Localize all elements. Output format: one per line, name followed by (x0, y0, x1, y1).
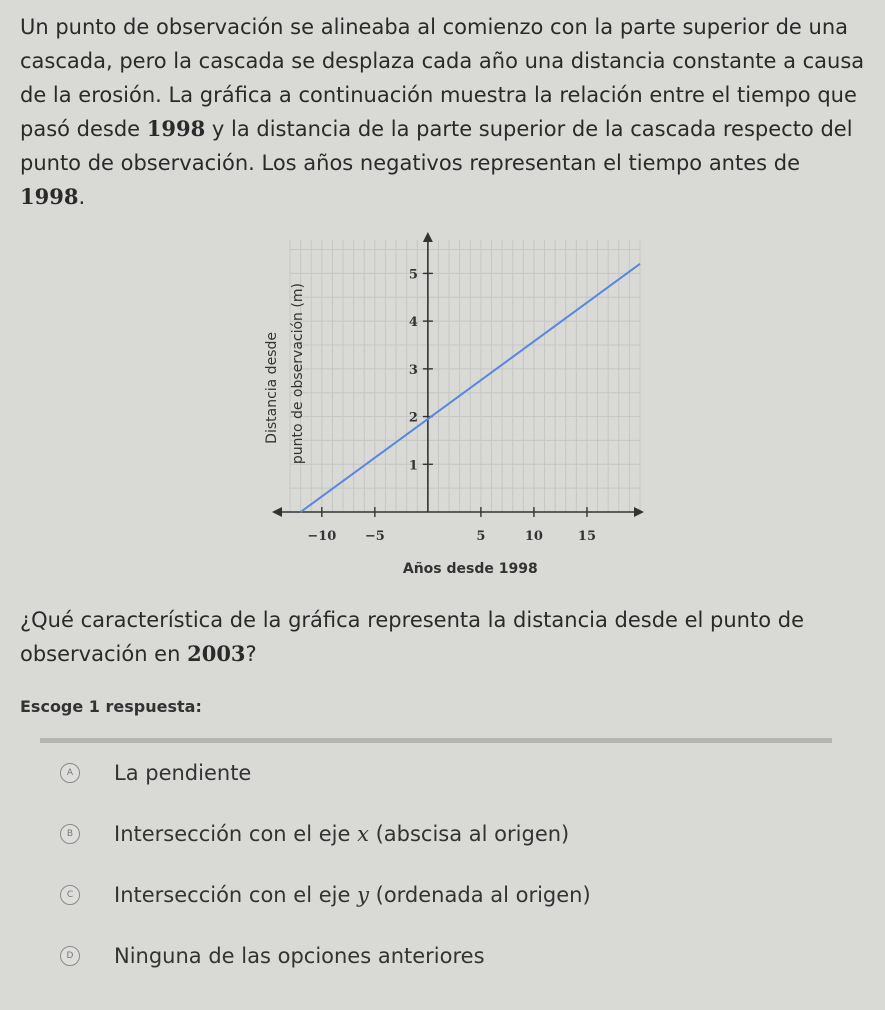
divider (40, 738, 832, 743)
y-axis-label-line1: Distancia desde (264, 332, 280, 444)
choice-c-text-after: (ordenada al origen) (368, 883, 591, 907)
choice-a[interactable] (60, 758, 251, 788)
choice-d-text: Ninguna de las opciones anteriores (114, 944, 485, 968)
x-tick-label: 15 (577, 529, 597, 544)
x-axis-arrow-left (272, 507, 282, 517)
question-text-1: ¿Qué característica de la gráfica representa la distancia desde el punto de observación en (20, 608, 805, 666)
x-tick-label: −5 (364, 529, 385, 544)
intro-text-3: . (78, 185, 86, 209)
choice-b-variable: x (357, 822, 369, 846)
choice-c-variable: y (357, 883, 369, 907)
y-axis-arrow-up (423, 232, 433, 242)
choice-c[interactable] (60, 880, 591, 910)
question-text-2: ? (245, 642, 257, 666)
y-tick-label: 1 (408, 458, 418, 474)
choice-c-text: Intersección con el eje (114, 883, 358, 907)
intro-text-2: y la distancia de la parte superior de la cascada respecto del punto de observación. Los años negativos representan el tiempo antes de (20, 117, 853, 175)
intro-year-2: 1998 (20, 184, 79, 209)
x-tick-label: 10 (524, 529, 543, 544)
answer-prompt: Escoge 1 respuesta: (20, 697, 202, 716)
problem-statement (20, 10, 868, 214)
choice-b-label[interactable] (114, 822, 569, 846)
choice-c-radio[interactable]: C (60, 885, 80, 905)
y-tick-label: 2 (408, 410, 418, 426)
intro-text-1: Un punto de observación se alineaba al comienzo con la parte superior de una cascada, pero la cascada se desplaza cada año una distancia constante a causa de la erosión. La gráfica a continuación muestra la relación entre el tiempo que pasó desde (20, 15, 865, 141)
x-tick-label: −10 (307, 529, 337, 544)
y-axis-label-line2: punto de observación (m) (290, 283, 306, 465)
choice-a-label[interactable] (114, 761, 251, 785)
choice-b[interactable] (60, 819, 569, 849)
x-tick-label: 5 (476, 529, 486, 544)
choice-a-text: La pendiente (114, 761, 252, 785)
question-text (20, 603, 868, 671)
y-tick-label: 4 (408, 315, 418, 331)
intro-year: 1998 (146, 116, 206, 141)
y-tick-label: 3 (408, 362, 418, 378)
question-year: 2003 (187, 641, 246, 666)
line-graph (250, 225, 650, 585)
choice-b-text-after: (abscisa al origen) (368, 822, 570, 846)
y-tick-label: 5 (408, 267, 418, 283)
chart-axes (272, 232, 644, 517)
choice-d-label[interactable] (114, 944, 485, 968)
choice-b-text: Intersección con el eje (114, 822, 358, 846)
x-axis-label: Años desde 1998 (402, 561, 538, 577)
choice-c-label[interactable] (114, 883, 591, 907)
chart-ticks (307, 267, 596, 544)
choice-b-radio[interactable]: B (60, 824, 80, 844)
choice-a-radio[interactable]: A (60, 763, 80, 783)
choice-d-radio[interactable]: D (60, 946, 80, 966)
choice-d[interactable] (60, 941, 485, 971)
chart-grid (290, 240, 640, 512)
chart-svg (250, 225, 650, 585)
x-axis-arrow-right (634, 507, 644, 517)
